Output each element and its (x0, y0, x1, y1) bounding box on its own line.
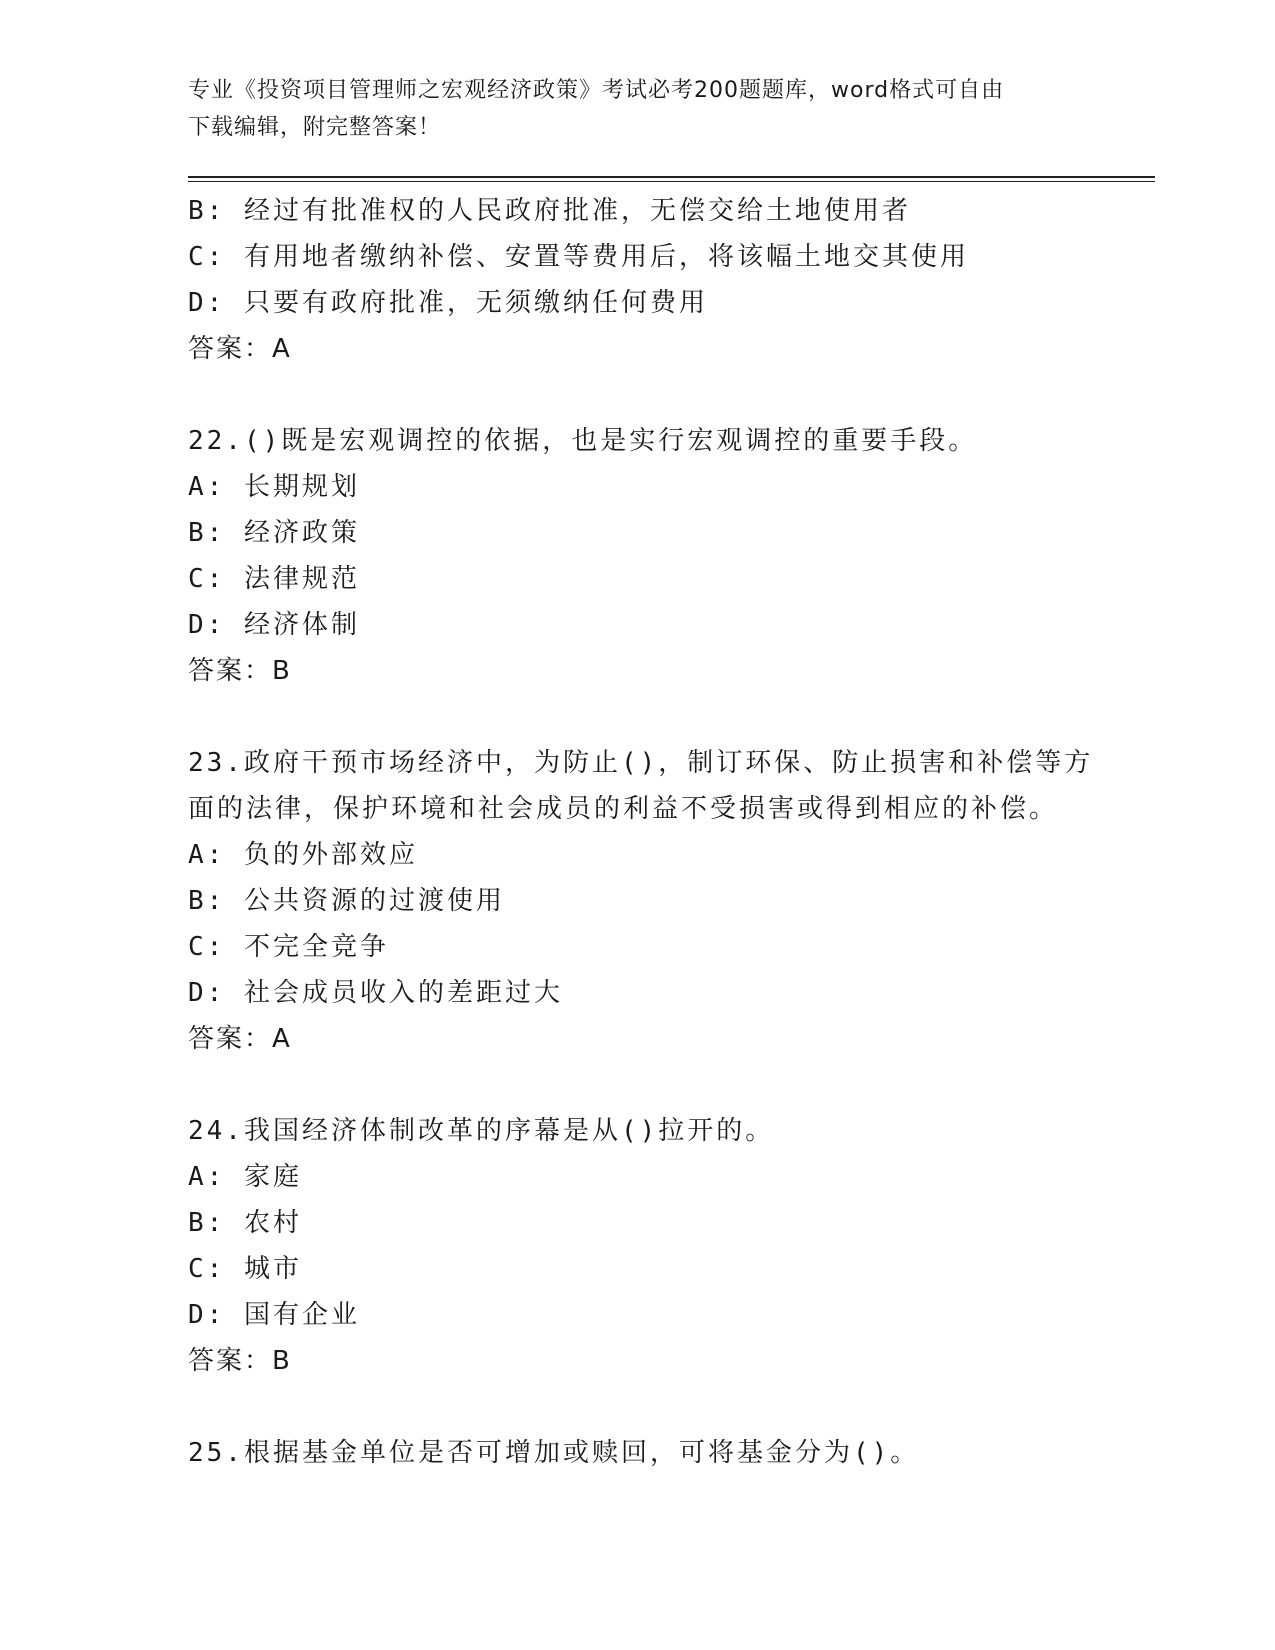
question-stem: 22.()既是宏观调控的依据，也是实行宏观调控的重要手段。 (188, 426, 978, 456)
document-header (188, 72, 1088, 146)
option-c: C: 法律规范 (188, 564, 360, 594)
option-b: B: 经济政策 (188, 518, 360, 548)
option-a: A: 家庭 (188, 1162, 302, 1192)
answer-label: 答案：B (188, 656, 292, 686)
question-stem-line-2: 面的法律，保护环境和社会成员的利益不受损害或得到相应的补偿。 (188, 794, 1059, 824)
option-c: C: 有用地者缴纳补偿、安置等费用后，将该幅土地交其使用 (188, 242, 969, 272)
option-c: C: 城市 (188, 1254, 302, 1284)
answer-label: 答案：A (188, 334, 292, 364)
answer-label: 答案：A (188, 1024, 292, 1054)
option-b: B: 公共资源的过渡使用 (188, 886, 505, 916)
spacer (188, 1062, 1108, 1108)
header-title-line-1: 专业《投资项目管理师之宏观经济政策》考试必考200题题库，word格式可自由 (188, 78, 1005, 103)
option-d: D: 社会成员收入的差距过大 (188, 978, 563, 1008)
spacer (188, 1384, 1108, 1430)
question-list (188, 188, 1108, 1476)
question-stem-line-1: 23.政府干预市场经济中，为防止()，制订环保、防止损害和补偿等方 (188, 748, 1094, 778)
option-a: A: 负的外部效应 (188, 840, 418, 870)
spacer (188, 372, 1108, 418)
option-b: B: 经过有批准权的人民政府批准，无偿交给土地使用者 (188, 196, 911, 226)
answer-label: 答案：B (188, 1346, 292, 1376)
option-d: D: 国有企业 (188, 1300, 360, 1330)
question-block-21 (188, 188, 1108, 372)
question-block-23 (188, 740, 1108, 1062)
option-a: A: 长期规划 (188, 472, 360, 502)
option-c: C: 不完全竞争 (188, 932, 389, 962)
question-block-22 (188, 418, 1108, 694)
question-stem: 24.我国经济体制改革的序幕是从()拉开的。 (188, 1116, 775, 1146)
option-d: D: 经济体制 (188, 610, 360, 640)
header-title-line-2: 下载编辑，附完整答案！ (188, 115, 442, 140)
header-divider-thick (188, 176, 1155, 178)
option-b: B: 农村 (188, 1208, 302, 1238)
header-divider-thin (188, 181, 1155, 182)
spacer (188, 694, 1108, 740)
question-block-25 (188, 1430, 1108, 1476)
option-d: D: 只要有政府批准，无须缴纳任何费用 (188, 288, 708, 318)
question-stem: 25.根据基金单位是否可增加或赎回，可将基金分为()。 (188, 1438, 920, 1468)
question-block-24 (188, 1108, 1108, 1384)
